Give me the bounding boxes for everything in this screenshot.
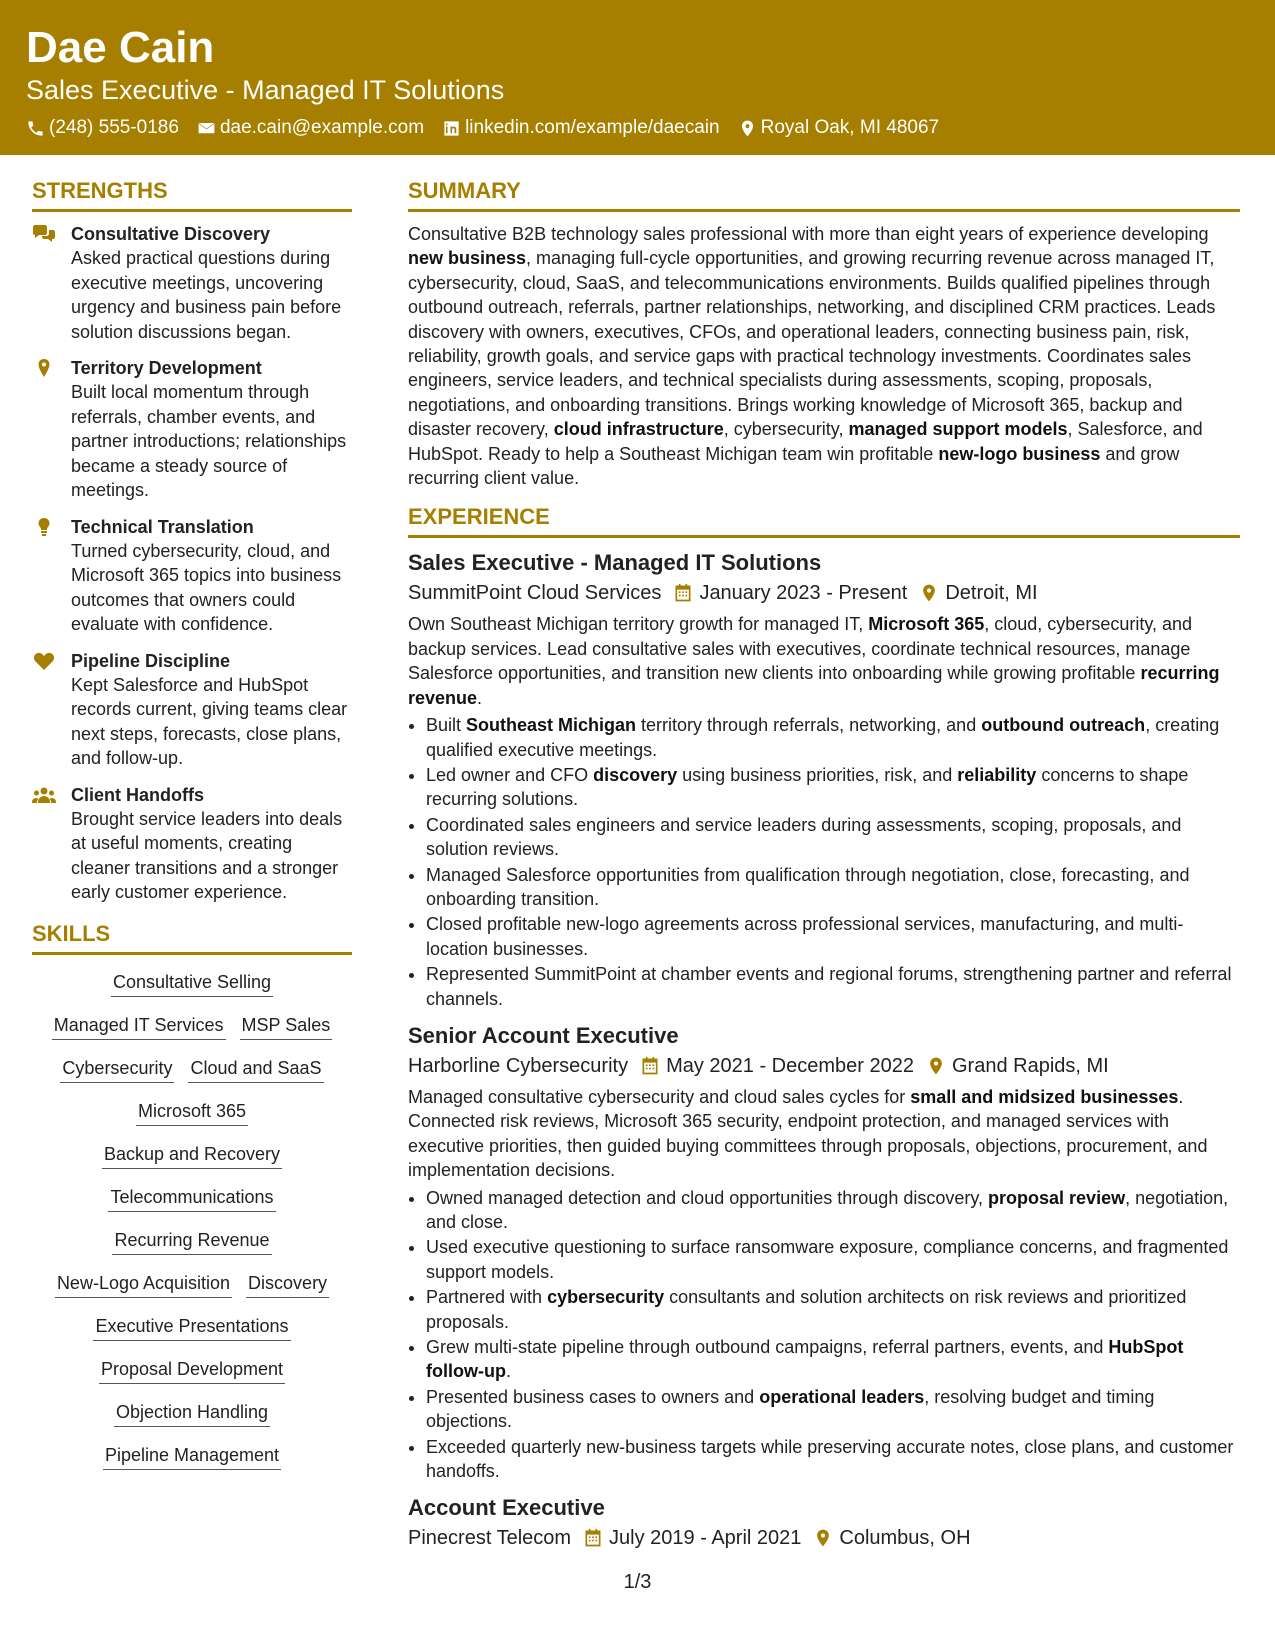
list-item: • Closed profitable new-logo agreements across professional services, manufacturing, and multi-location businesses. — [426, 912, 1240, 961]
map-pin-icon — [919, 583, 939, 603]
list-item: • Exceeded quarterly new-business targets while preserving accurate notes, close plans, and customer handoffs. — [426, 1435, 1240, 1484]
job-location: Columbus, OH — [839, 1527, 971, 1550]
skills-list — [32, 965, 352, 1481]
strength-title: Client Handoffs — [71, 784, 204, 805]
strength-title: Pipeline Discipline — [71, 650, 231, 671]
map-pin-icon — [32, 359, 56, 377]
skill-tag: Cloud and SaaS — [188, 1056, 323, 1083]
map-pin-icon — [813, 1528, 833, 1548]
calendar-icon — [640, 1056, 660, 1076]
phone-icon — [26, 119, 45, 138]
emphasis-text: reliability — [957, 764, 1037, 785]
strength-description: Turned cybersecurity, cloud, and Microsoft 365 topics into business outcomes that owners could evaluate with confidence. — [71, 540, 342, 634]
list-item: • Built Southeast Michigan territory through referrals, networking, and outbound outreach, creating qualified executive meetings. — [426, 713, 1240, 762]
emphasis-text: operational leaders — [759, 1386, 925, 1407]
skill-tag: Recurring Revenue — [112, 1228, 271, 1255]
strength-description: Kept Salesforce and HubSpot records current, giving teams clear next steps, forecasts, close plans, and follow-up. — [71, 674, 348, 768]
skill-tag: Objection Handling — [114, 1400, 270, 1427]
skill-tag: Pipeline Management — [103, 1443, 281, 1470]
calendar-icon — [583, 1528, 603, 1548]
list-item: • Coordinated sales engineers and service leaders during assessments, scoping, proposals, and solution reviews. — [426, 813, 1240, 862]
strength-item — [32, 649, 352, 771]
strength-item — [32, 222, 352, 344]
job-company: Pinecrest Telecom — [408, 1527, 572, 1550]
job-bullets — [408, 713, 1240, 1011]
emphasis-text: proposal review — [988, 1187, 1126, 1208]
linkedin-text: linkedin.com/example/daecain — [465, 117, 720, 138]
emphasis-text: small and midsized businesses — [910, 1086, 1179, 1107]
strength-item — [32, 515, 352, 637]
job-location: Detroit, MI — [945, 582, 1038, 605]
email-text: dae.cain@example.com — [219, 117, 425, 138]
linkedin-icon — [442, 119, 461, 138]
emphasis-text: new-logo business — [938, 443, 1101, 464]
job-company: Harborline Cybersecurity — [408, 1054, 629, 1077]
list-item: • Led owner and CFO discovery using business priorities, risk, and reliability concerns to shape recurring solutions. — [426, 763, 1240, 812]
emphasis-text: new business — [408, 248, 527, 269]
contact-location — [738, 115, 939, 141]
emphasis-text: cybersecurity — [547, 1287, 665, 1308]
skills-title: SKILLS — [32, 919, 352, 955]
strength-description: Asked practical questions during executive meetings, uncovering urgency and business pain before solution discussions began. — [71, 248, 342, 342]
job-entry — [408, 1021, 1240, 1484]
job-location: Grand Rapids, MI — [952, 1054, 1109, 1077]
skill-tag: Discovery — [246, 1271, 329, 1298]
job-meta — [408, 578, 1240, 608]
job-company: SummitPoint Cloud Services — [408, 582, 662, 605]
lightbulb-icon — [32, 518, 56, 536]
heart-icon — [32, 652, 56, 670]
skill-tag: MSP Sales — [240, 1013, 333, 1040]
strength-title: Territory Development — [71, 358, 262, 378]
page-number: 1/3 — [623, 1571, 652, 1593]
job-bullets — [408, 1186, 1240, 1484]
job-dates: July 2019 - April 2021 — [609, 1527, 802, 1550]
list-item: • Represented SummitPoint at chamber events and regional forums, strengthening partner and referral channels. — [426, 962, 1240, 1011]
list-item: • Owned managed detection and cloud opportunities through discovery, proposal review, negotiation, and close. — [426, 1186, 1240, 1235]
emphasis-text: Microsoft 365 — [868, 614, 985, 635]
contact-linkedin[interactable] — [442, 115, 720, 141]
list-item: • Presented business cases to owners and operational leaders, resolving budget and timing objections. — [426, 1385, 1240, 1434]
summary-title: SUMMARY — [408, 176, 1240, 212]
skill-tag: Executive Presentations — [93, 1314, 290, 1341]
map-pin-icon — [926, 1056, 946, 1076]
strength-item — [32, 783, 352, 905]
strength-item — [32, 356, 352, 503]
resume-header — [0, 0, 1275, 155]
emphasis-text: managed support models — [848, 419, 1068, 440]
location-text: Royal Oak, MI 48067 — [760, 117, 940, 138]
skill-tag: New-Logo Acquisition — [55, 1271, 232, 1298]
phone-text: (248) 555-0186 — [49, 117, 179, 138]
job-description: Own Southeast Michigan territory growth for managed IT, Microsoft 365, cloud, cybersecurity, and backup services. Lead consultative sales with executives, coordinate technical resources, manage Salesforce opportunities, and transition new clients into onboarding while growing profitable recurring revenue. — [408, 614, 1220, 708]
summary-paragraph: Consultative B2B technology sales professional with more than eight years of experience developing new business, managing full-cycle opportunities, and growing recurring revenue across managed IT, cybersecurity, cloud, SaaS, and telecommunications environments. Builds qualified pipelines through outbound outreach, referrals, partner relationships, networking, and disciplined CRM practices. Leads discovery with owners, executives, CFOs, and operational leaders, connecting business pain, risk, reliability, growth goals, and service gaps with practical technology investments. Coordinates sales engineers, service leaders, and technical specialists during assessments, scoping, proposals, negotiations, and onboarding transitions. Brings working knowledge of Microsoft 365, backup and disaster recovery, cloud infrastructure, cybersecurity, managed support models, Salesforce, and HubSpot. Ready to help a Southeast Michigan team win profitable new-logo business and grow recurring client value. — [408, 224, 1216, 489]
contact-phone — [26, 115, 179, 141]
emphasis-text: discovery — [593, 764, 678, 785]
emphasis-text: outbound outreach — [981, 715, 1146, 736]
strength-title: Consultative Discovery — [71, 224, 271, 244]
list-item: • Partnered with cybersecurity consultants and solution architects on risk reviews and prioritized proposals. — [426, 1285, 1240, 1334]
skill-tag: Cybersecurity — [60, 1056, 174, 1083]
job-title: Sales Executive - Managed IT Solutions — [408, 550, 822, 576]
list-item: • Grew multi-state pipeline through outbound campaigns, referral partners, events, and HubSpot follow-up. — [426, 1335, 1240, 1384]
job-description: Managed consultative cybersecurity and cloud sales cycles for small and midsized businesses. Connected risk reviews, Microsoft 365 security, endpoint protection, and managed services with executive priorities, then guided buying committees through proposals, objections, procurement, and implementation decisions. — [408, 1086, 1208, 1181]
job-meta — [408, 1051, 1240, 1081]
job-title: Account Executive — [408, 1495, 605, 1521]
left-column — [32, 176, 352, 1481]
candidate-headline: Sales Executive - Managed IT Solutions — [26, 75, 505, 105]
map-pin-icon — [738, 119, 757, 138]
candidate-name: Dae Cain — [26, 23, 215, 72]
skill-tag: Backup and Recovery — [102, 1142, 282, 1169]
job-entry — [408, 548, 1240, 1011]
right-column — [408, 176, 1240, 1563]
job-dates: January 2023 - Present — [699, 582, 908, 605]
strength-description: Brought service leaders into deals at useful moments, creating cleaner transitions and a stronger early customer experience. — [71, 808, 343, 902]
strength-title: Technical Translation — [71, 516, 254, 537]
contact-bar — [26, 115, 957, 141]
job-entry — [408, 1493, 1240, 1553]
job-dates: May 2021 - December 2022 — [666, 1054, 914, 1077]
job-meta — [408, 1523, 1240, 1553]
list-item: • Used executive questioning to surface ransomware exposure, compliance concerns, and fragmented support models. — [426, 1235, 1240, 1284]
list-item: • Managed Salesforce opportunities from qualification through negotiation, close, forecasting, and onboarding transition. — [426, 863, 1240, 912]
calendar-icon — [673, 583, 693, 603]
comments-icon — [32, 225, 56, 243]
users-icon — [32, 786, 56, 804]
emphasis-text: HubSpot follow-up — [426, 1337, 1184, 1382]
skill-tag: Proposal Development — [99, 1357, 285, 1384]
envelope-icon — [197, 119, 216, 138]
emphasis-text: recurring revenue — [408, 663, 1220, 708]
contact-email[interactable] — [197, 115, 424, 141]
strengths-title: STRENGTHS — [32, 176, 352, 212]
emphasis-text: cloud infrastructure — [553, 419, 724, 440]
skill-tag: Managed IT Services — [52, 1013, 226, 1040]
strength-description: Built local momentum through referrals, chamber events, and partner introductions; relationships became a steady source of meetings. — [71, 382, 347, 500]
skill-tag: Consultative Selling — [111, 970, 273, 997]
skill-tag: Telecommunications — [108, 1185, 275, 1212]
skill-tag: Microsoft 365 — [136, 1099, 248, 1126]
emphasis-text: Southeast Michigan — [466, 715, 637, 736]
job-title: Senior Account Executive — [408, 1022, 679, 1048]
experience-title: EXPERIENCE — [408, 502, 1240, 538]
